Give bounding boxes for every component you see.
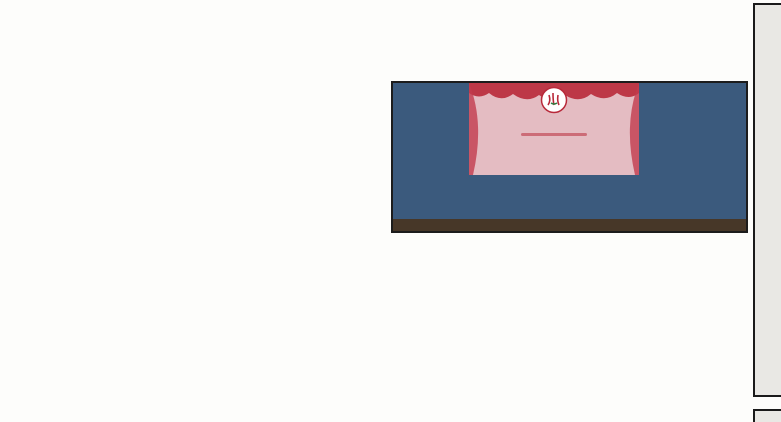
adjacent-column-sliver bbox=[753, 3, 781, 397]
article-photo bbox=[391, 81, 748, 233]
article-column-right bbox=[385, 236, 747, 422]
stage-floor bbox=[393, 219, 746, 231]
article-headline bbox=[4, 2, 746, 76]
article-column-left bbox=[4, 80, 372, 422]
adjacent-column-sliver-lower bbox=[753, 409, 781, 422]
stage-banner bbox=[469, 83, 639, 175]
